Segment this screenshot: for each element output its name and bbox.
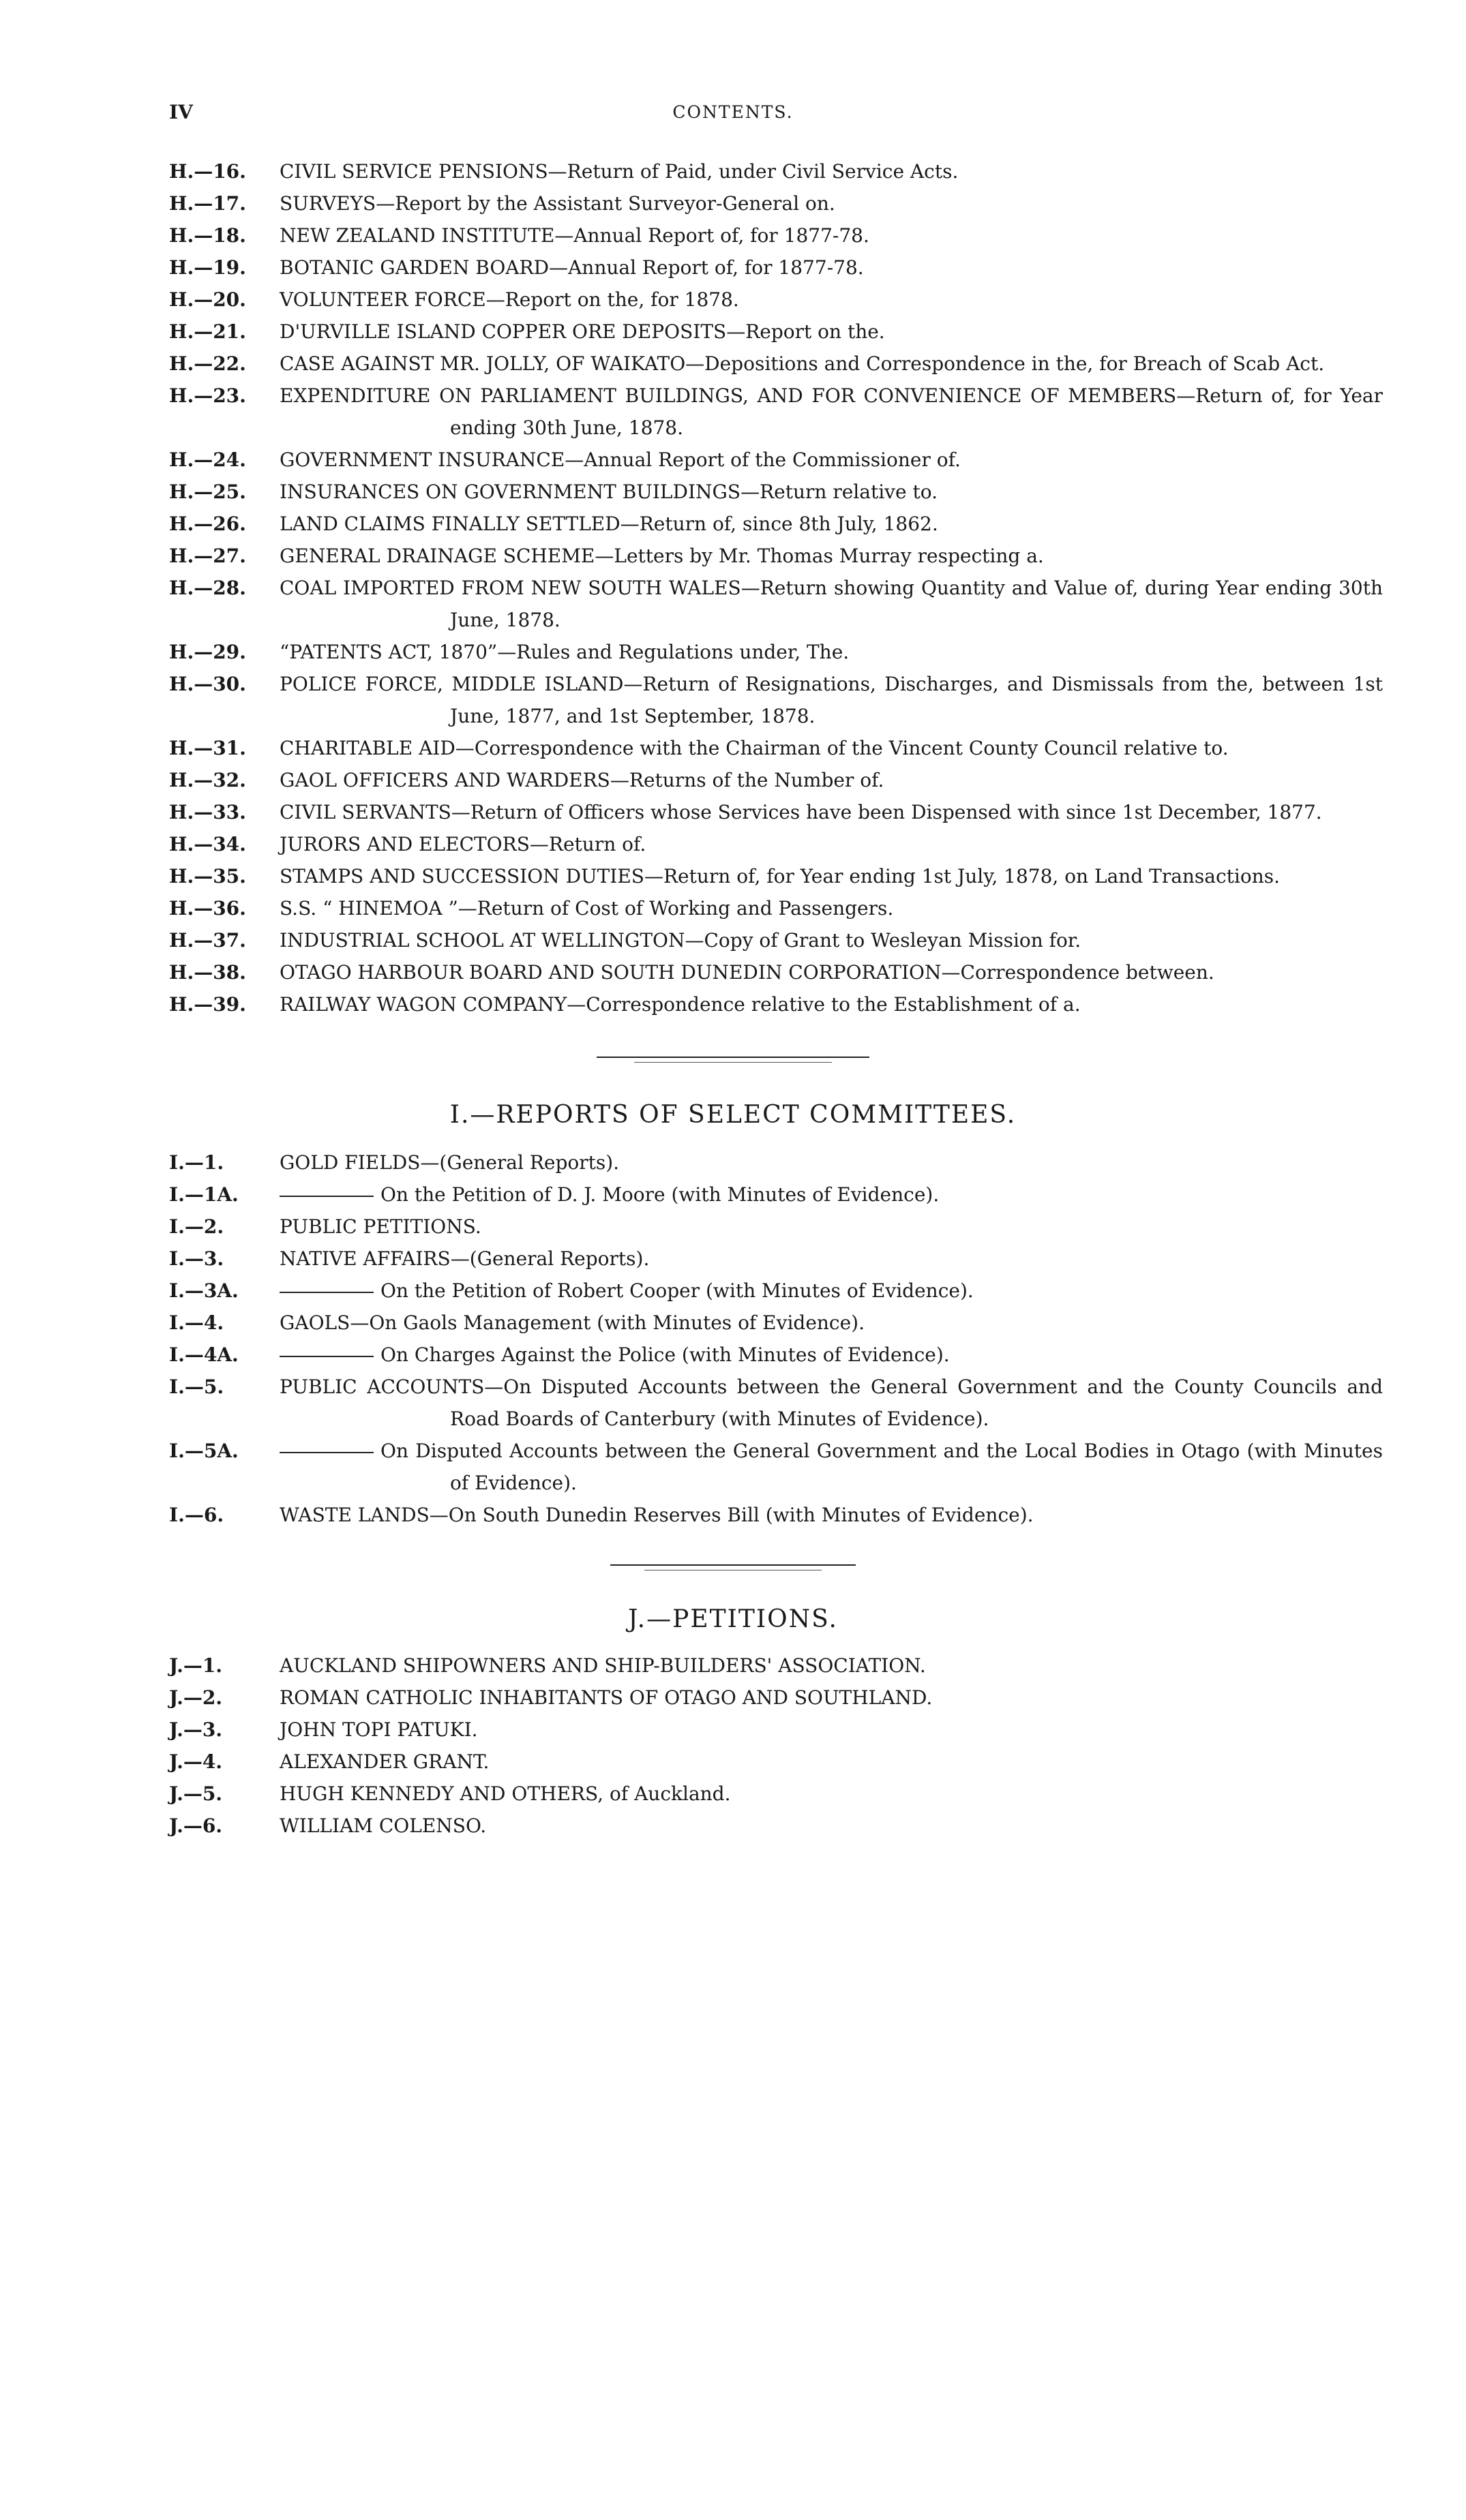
entry-code: J.—5. — [169, 1782, 223, 1805]
entry-code: I.—5. — [169, 1376, 224, 1398]
entry-code: H.—30. — [169, 673, 246, 695]
entry-title: COAL IMPORTED FROM NEW SOUTH WALES — [280, 577, 741, 599]
list-item — [169, 732, 1383, 764]
entry-title: EXPENDITURE ON PARLIAMENT BUILDINGS, AND FOR CONVENIENCE OF MEMBERS — [280, 384, 1177, 407]
entry-code: J.—2. — [169, 1686, 223, 1709]
entry-description: —Return of Paid, under Civil Service Acts. — [548, 160, 959, 183]
entry-title: JURORS AND ELECTORS — [280, 833, 530, 855]
entry-title: INSURANCES ON GOVERNMENT BUILDINGS — [280, 481, 741, 503]
entry-code: H.—39. — [169, 993, 246, 1016]
list-item — [169, 1179, 1383, 1211]
entry-description: —Return of, since 8th July, 1862. — [620, 513, 938, 535]
entry-title: CIVIL SERVANTS — [280, 801, 451, 823]
entry-title: SURVEYS — [280, 192, 376, 215]
list-item — [169, 636, 1383, 668]
entry-title: NATIVE AFFAIRS — [280, 1247, 451, 1270]
ditto-dash — [280, 1452, 374, 1453]
entry-description: —(General Reports). — [450, 1247, 650, 1270]
entry-description: —Return of Cost of Working and Passengers. — [458, 897, 894, 920]
ditto-dash — [280, 1356, 374, 1357]
list-item — [169, 380, 1383, 444]
entry-description: of Auckland. — [603, 1782, 731, 1805]
entry-code: H.—25. — [169, 481, 246, 503]
entry-code: I.—2. — [169, 1215, 224, 1238]
entry-description: —On Gaols Management (with Minutes of Evidence). — [350, 1311, 865, 1334]
entry-description: On the Petition of Robert Cooper (with Minutes of Evidence). — [380, 1279, 974, 1302]
list-item — [169, 1307, 1383, 1339]
entry-title: CASE AGAINST MR. JOLLY, OF WAIKATO — [280, 352, 686, 375]
entry-title: PUBLIC ACCOUNTS — [280, 1376, 485, 1398]
list-item — [169, 1435, 1383, 1499]
section-i-list — [169, 1147, 1383, 1531]
entry-code: I.—1. — [169, 1151, 224, 1174]
entry-description: —Return showing Quantity and Value of, during Year ending 30th June, 1878. — [450, 577, 1383, 631]
entry-description: —Report by the Assistant Surveyor-General on. — [376, 192, 835, 215]
entry-title: GAOLS — [280, 1311, 350, 1334]
entry-title: HUGH KENNEDY AND OTHERS, — [280, 1782, 604, 1805]
entry-code: H.—27. — [169, 545, 246, 567]
entry-description: —Correspondence between. — [941, 961, 1214, 984]
list-item — [169, 1682, 1383, 1714]
entry-code: H.—38. — [169, 961, 246, 984]
entry-title: LAND CLAIMS FINALLY SETTLED — [280, 513, 620, 535]
entry-code: J.—6. — [169, 1815, 223, 1837]
ditto-dash — [280, 1292, 374, 1293]
list-item — [169, 1499, 1383, 1531]
entry-code: H.—24. — [169, 449, 246, 471]
list-item — [169, 1243, 1383, 1275]
entry-title: RAILWAY WAGON COMPANY — [280, 993, 567, 1016]
entry-description: —Depositions and Correspondence in the, for Breach of Scab Act. — [685, 352, 1325, 375]
list-item — [169, 1810, 1383, 1842]
list-item — [169, 988, 1383, 1020]
list-item — [169, 1714, 1383, 1746]
entry-description: —Return of. — [529, 833, 646, 855]
list-item — [169, 796, 1383, 828]
entry-code: H.—35. — [169, 865, 246, 887]
entry-title: POLICE FORCE, MIDDLE ISLAND — [280, 673, 624, 695]
entry-code: I.—5A. — [169, 1440, 239, 1462]
list-item — [169, 572, 1383, 636]
list-item — [169, 764, 1383, 796]
list-item — [169, 1275, 1383, 1307]
entry-title: VOLUNTEER FORCE — [280, 288, 486, 311]
entry-description: —Return of Resignations, Discharges, and Dismissals from the, between 1st June, 1877, and 1st September, 1878. — [450, 673, 1383, 727]
running-head — [0, 101, 1466, 128]
entry-code: I.—6. — [169, 1504, 224, 1526]
entry-code: I.—1A. — [169, 1183, 239, 1206]
entry-description: —Return of Officers whose Services have been Dispensed with since 1st December, 1877. — [451, 801, 1322, 823]
entry-description: —On Disputed Accounts between the General Government and the County Councils and Road Boards of Canterbury (with Minutes of Evidence). — [450, 1376, 1383, 1430]
list-item — [169, 1778, 1383, 1810]
entry-description: —Correspondence relative to the Establishment of a. — [567, 993, 1081, 1016]
entry-title: JOHN TOPI PATUKI. — [280, 1718, 478, 1741]
entry-description: —Return of, for Year ending 30th June, 1878. — [450, 384, 1383, 439]
entry-title: GAOL OFFICERS AND WARDERS — [280, 769, 610, 791]
entry-code: H.—33. — [169, 801, 246, 823]
list-item — [169, 155, 1383, 187]
page-number: IV — [169, 101, 193, 123]
entry-description: —Rules and Regulations under, The. — [497, 641, 850, 663]
entry-title: WASTE LANDS — [280, 1504, 430, 1526]
list-item — [169, 219, 1383, 252]
list-item — [169, 924, 1383, 956]
entry-title: NEW ZEALAND INSTITUTE — [280, 224, 555, 247]
entry-title: STAMPS AND SUCCESSION DUTIES — [280, 865, 644, 887]
entry-title: S.S. “ HINEMOA ” — [280, 897, 458, 920]
list-item — [169, 828, 1383, 860]
entry-description: —Annual Report of, for 1877-78. — [554, 224, 869, 247]
entry-title: PUBLIC PETITIONS. — [280, 1215, 481, 1238]
entry-title: CIVIL SERVICE PENSIONS — [280, 160, 548, 183]
running-title: CONTENTS. — [672, 102, 794, 122]
list-item — [169, 316, 1383, 348]
entry-title: ALEXANDER GRANT. — [280, 1750, 490, 1773]
entry-code: H.—16. — [169, 160, 246, 183]
entry-code: H.—37. — [169, 929, 246, 952]
entry-code: H.—26. — [169, 513, 246, 535]
entry-title: “PATENTS ACT, 1870” — [280, 641, 498, 663]
list-item — [169, 1371, 1383, 1435]
section-j-list — [169, 1650, 1383, 1842]
entry-title: WILLIAM COLENSO. — [280, 1815, 487, 1837]
entry-description: —Returns of the Number of. — [610, 769, 884, 791]
list-item — [169, 1746, 1383, 1778]
entry-title: BOTANIC GARDEN BOARD — [280, 256, 550, 279]
entry-code: H.—20. — [169, 288, 246, 311]
entry-description: —Correspondence with the Chairman of the Vincent County Council relative to. — [455, 737, 1229, 759]
entry-description: On the Petition of D. J. Moore (with Minutes of Evidence). — [380, 1183, 940, 1206]
entry-code: H.—19. — [169, 256, 246, 279]
list-item — [169, 1339, 1383, 1371]
entry-code: H.—17. — [169, 192, 246, 215]
list-item — [169, 892, 1383, 924]
section-h-list — [169, 155, 1383, 1020]
list-item — [169, 252, 1383, 284]
entry-code: H.—29. — [169, 641, 246, 663]
entry-description: —Annual Report of the Commissioner of. — [565, 449, 961, 471]
entry-code: H.—18. — [169, 224, 246, 247]
entry-title: GENERAL DRAINAGE SCHEME — [280, 545, 595, 567]
entry-title: GOVERNMENT INSURANCE — [280, 449, 565, 471]
entry-code: J.—1. — [169, 1654, 223, 1677]
list-item — [169, 860, 1383, 892]
list-item — [169, 668, 1383, 732]
entry-code: J.—4. — [169, 1750, 223, 1773]
entry-code: J.—3. — [169, 1718, 223, 1741]
entry-description: On Disputed Accounts between the General Government and the Local Bodies in Otago (with Minutes of Evidence). — [380, 1440, 1383, 1494]
list-item — [169, 187, 1383, 219]
entry-code: H.—21. — [169, 320, 246, 343]
entry-title: INDUSTRIAL SCHOOL AT WELLINGTON — [280, 929, 685, 952]
section-divider — [597, 1057, 869, 1058]
list-item — [169, 476, 1383, 508]
entry-code: I.—4. — [169, 1311, 224, 1334]
entry-description: —Letters by Mr. Thomas Murray respecting a. — [595, 545, 1044, 567]
entry-code: H.—23. — [169, 384, 246, 407]
entry-title: CHARITABLE AID — [280, 737, 455, 759]
section-divider-sub — [634, 1062, 832, 1063]
entry-description: —Return of, for Year ending 1st July, 1878, on Land Transactions. — [644, 865, 1281, 887]
entry-description: —Annual Report of, for 1877-78. — [549, 256, 864, 279]
section-j-heading: J.—PETITIONS. — [628, 1605, 838, 1633]
section-divider — [610, 1564, 856, 1566]
entry-description: —(General Reports). — [420, 1151, 620, 1174]
ditto-dash — [280, 1196, 374, 1197]
list-item — [169, 956, 1383, 988]
list-item — [169, 540, 1383, 572]
entry-title: D'URVILLE ISLAND COPPER ORE DEPOSITS — [280, 320, 727, 343]
entry-description: —Report on the. — [726, 320, 885, 343]
entry-code: H.—31. — [169, 737, 246, 759]
section-i-heading: I.—REPORTS OF SELECT COMMITTEES. — [449, 1101, 1017, 1129]
list-item — [169, 1211, 1383, 1243]
entry-title: ROMAN CATHOLIC INHABITANTS OF OTAGO AND SOUTHLAND. — [280, 1686, 933, 1709]
entry-code: H.—28. — [169, 577, 246, 599]
entry-code: I.—4A. — [169, 1344, 239, 1366]
entry-code: I.—3A. — [169, 1279, 239, 1302]
entry-title: OTAGO HARBOUR BOARD AND SOUTH DUNEDIN CORPORATION — [280, 961, 942, 984]
entry-description: —Copy of Grant to Wesleyan Mission for. — [685, 929, 1081, 952]
list-item — [169, 1147, 1383, 1179]
entry-code: H.—34. — [169, 833, 246, 855]
list-item — [169, 348, 1383, 380]
list-item — [169, 508, 1383, 540]
entry-description: —On South Dunedin Reserves Bill (with Minutes of Evidence). — [429, 1504, 1034, 1526]
list-item — [169, 1650, 1383, 1682]
entry-description: —Return relative to. — [741, 481, 938, 503]
list-item — [169, 284, 1383, 316]
entry-code: I.—3. — [169, 1247, 224, 1270]
entry-description: —Report on the, for 1878. — [485, 288, 739, 311]
entry-code: H.—36. — [169, 897, 246, 920]
entry-description: On Charges Against the Police (with Minutes of Evidence). — [380, 1344, 950, 1366]
entry-title: GOLD FIELDS — [280, 1151, 421, 1174]
list-item — [169, 444, 1383, 476]
entry-title: AUCKLAND SHIPOWNERS AND SHIP-BUILDERS' ASSOCIATION. — [280, 1654, 926, 1677]
entry-code: H.—32. — [169, 769, 246, 791]
entry-code: H.—22. — [169, 352, 246, 375]
